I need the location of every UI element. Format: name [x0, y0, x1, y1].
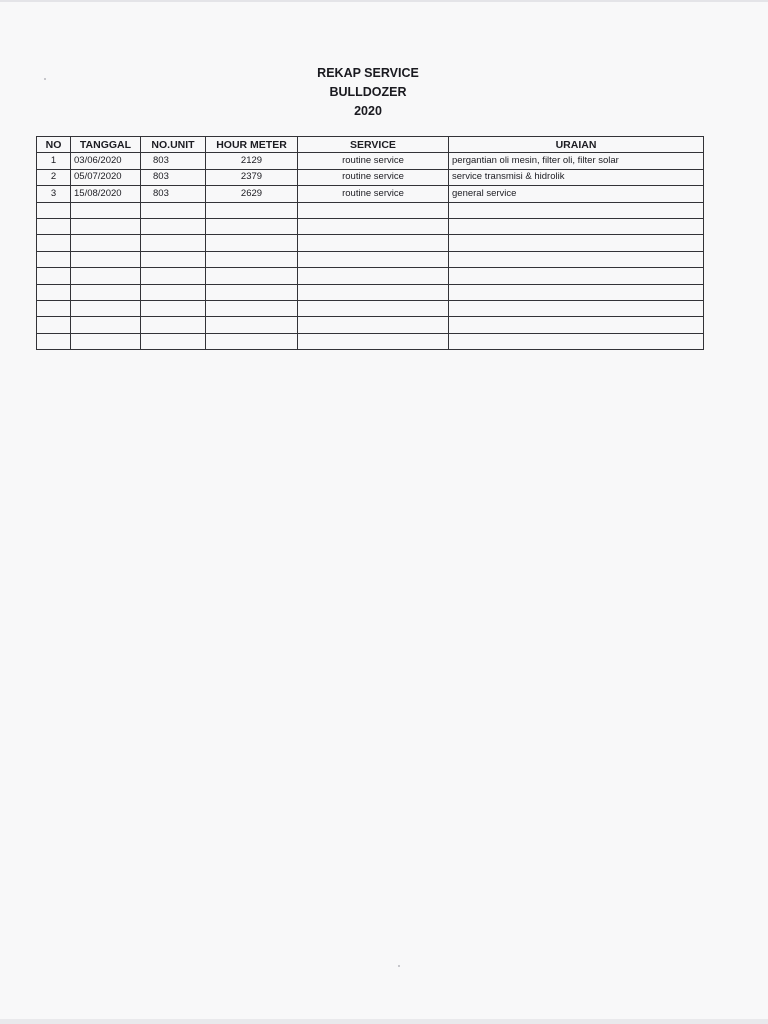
cell-tanggal	[71, 284, 141, 300]
cell-no	[37, 284, 71, 300]
cell-no-unit: 803	[141, 169, 206, 185]
cell-no-unit	[141, 235, 206, 251]
cell-tanggal	[71, 333, 141, 349]
cell-no	[37, 218, 71, 234]
header-no: NO	[37, 137, 71, 153]
cell-no-unit	[141, 300, 206, 316]
header-tanggal: TANGGAL	[71, 137, 141, 153]
table-row	[37, 333, 704, 349]
cell-hour-meter	[206, 284, 298, 300]
cell-service	[298, 202, 449, 218]
cell-hour-meter	[206, 268, 298, 284]
cell-service	[298, 268, 449, 284]
cell-uraian	[449, 333, 704, 349]
cell-service: routine service	[298, 153, 449, 169]
cell-service	[298, 251, 449, 267]
table-row	[37, 317, 704, 333]
title-line-2: BULLDOZER	[329, 85, 407, 99]
cell-tanggal: 05/07/2020	[71, 169, 141, 185]
page-bottom-edge	[0, 1019, 768, 1024]
cell-tanggal	[71, 268, 141, 284]
cell-no-unit	[141, 218, 206, 234]
cell-tanggal	[71, 300, 141, 316]
table-row	[37, 218, 704, 234]
cell-service	[298, 218, 449, 234]
cell-hour-meter	[206, 300, 298, 316]
cell-hour-meter	[206, 218, 298, 234]
cell-hour-meter: 2379	[206, 169, 298, 185]
table-header-row	[37, 137, 704, 153]
cell-no	[37, 268, 71, 284]
cell-no: 2	[37, 169, 71, 185]
cell-no-unit	[141, 202, 206, 218]
cell-uraian	[449, 268, 704, 284]
cell-uraian	[449, 251, 704, 267]
cell-uraian: service transmisi & hidrolik	[449, 169, 704, 185]
header-uraian: URAIAN	[449, 137, 704, 153]
cell-uraian	[449, 317, 704, 333]
table-row	[37, 284, 704, 300]
table-row	[37, 268, 704, 284]
cell-uraian	[449, 300, 704, 316]
table-row	[37, 235, 704, 251]
cell-service	[298, 317, 449, 333]
cell-tanggal	[71, 202, 141, 218]
table-row	[37, 153, 704, 169]
title-line-1: REKAP SERVICE	[317, 66, 419, 80]
cell-no-unit	[141, 284, 206, 300]
cell-hour-meter	[206, 202, 298, 218]
cell-service: routine service	[298, 169, 449, 185]
cell-hour-meter	[206, 333, 298, 349]
table-row	[37, 169, 704, 185]
cell-uraian: general service	[449, 186, 704, 202]
table-row	[37, 300, 704, 316]
cell-service	[298, 284, 449, 300]
cell-hour-meter: 2129	[206, 153, 298, 169]
cell-no	[37, 317, 71, 333]
cell-no-unit	[141, 251, 206, 267]
cell-tanggal	[71, 317, 141, 333]
cell-service: routine service	[298, 186, 449, 202]
cell-tanggal: 03/06/2020	[71, 153, 141, 169]
cell-no	[37, 202, 71, 218]
table-row	[37, 251, 704, 267]
table-row	[37, 202, 704, 218]
cell-uraian	[449, 202, 704, 218]
document-title	[268, 64, 468, 121]
header-hour-meter: HOUR METER	[206, 137, 298, 153]
cell-no-unit: 803	[141, 186, 206, 202]
cell-no-unit	[141, 317, 206, 333]
cell-tanggal	[71, 251, 141, 267]
title-line-3: 2020	[354, 104, 382, 118]
cell-hour-meter	[206, 235, 298, 251]
cell-no: 1	[37, 153, 71, 169]
cell-hour-meter	[206, 317, 298, 333]
cell-no-unit: 803	[141, 153, 206, 169]
cell-service	[298, 333, 449, 349]
cell-service	[298, 235, 449, 251]
table-row	[37, 186, 704, 202]
cell-no-unit	[141, 333, 206, 349]
cell-no-unit	[141, 268, 206, 284]
cell-no	[37, 235, 71, 251]
table-body	[37, 153, 704, 350]
cell-no: 3	[37, 186, 71, 202]
cell-no	[37, 333, 71, 349]
cell-hour-meter	[206, 251, 298, 267]
paper-speck	[398, 965, 400, 967]
cell-uraian: pergantian oli mesin, filter oli, filter solar	[449, 153, 704, 169]
header-no-unit: NO.UNIT	[141, 137, 206, 153]
cell-no	[37, 300, 71, 316]
page-top-edge	[0, 0, 768, 2]
cell-uraian	[449, 284, 704, 300]
cell-tanggal	[71, 235, 141, 251]
cell-no	[37, 251, 71, 267]
paper-speck	[44, 78, 46, 80]
cell-hour-meter: 2629	[206, 186, 298, 202]
service-recap-table	[36, 136, 704, 350]
cell-uraian	[449, 235, 704, 251]
cell-tanggal: 15/08/2020	[71, 186, 141, 202]
cell-service	[298, 300, 449, 316]
header-service: SERVICE	[298, 137, 449, 153]
cell-tanggal	[71, 218, 141, 234]
cell-uraian	[449, 218, 704, 234]
